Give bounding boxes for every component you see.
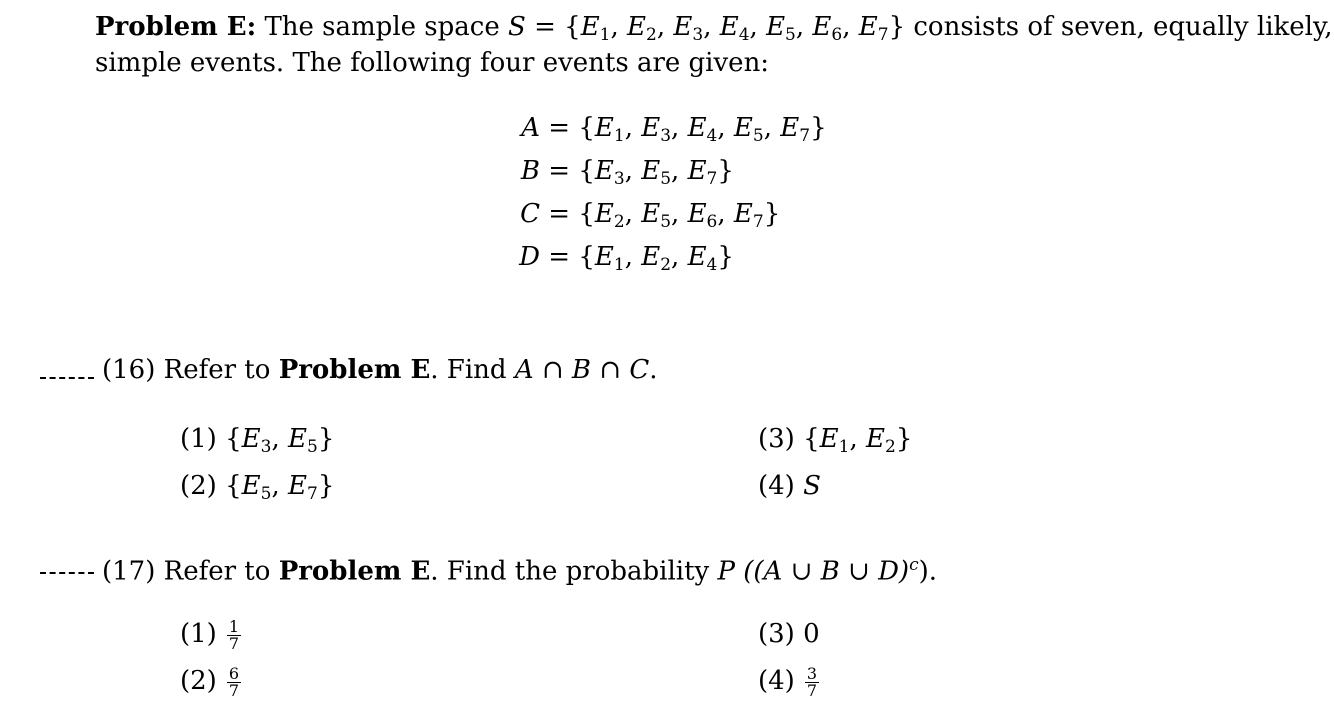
choice-number: (2)	[180, 471, 217, 501]
choice-number: (3)	[758, 424, 795, 454]
set-element: $E_3$	[241, 424, 272, 457]
event-b-definition: $B = \{E_3$, $E_5$, $E_7$}	[482, 154, 734, 188]
q17-choice-1[interactable]	[180, 617, 241, 652]
question-17-expression-end: ).	[918, 556, 938, 587]
event-b-name: B	[520, 156, 540, 186]
set-element: $E_5$	[641, 156, 672, 189]
choice-number: (4)	[758, 666, 795, 696]
set-element: $E_5$	[766, 12, 796, 45]
set-element: $E_7$	[733, 199, 764, 232]
problem-statement-line2: simple events. The following four events are given:	[95, 48, 770, 78]
question-17-expression: P ((A ∪ B ∪ D)	[717, 556, 910, 587]
choice-number: (1)	[180, 424, 217, 454]
sample-space-set: {$E_1$, $E_2$, $E_3$, $E_4$, $E_5$, $E_6$, $E_7$}	[564, 12, 906, 45]
choice-number: (4)	[758, 471, 795, 501]
fraction-numerator: 3	[806, 663, 818, 683]
choice-fraction	[805, 663, 819, 700]
event-a-definition: $A = \{E_1$, $E_3$, $E_4$, $E_5$, $E_7$}	[482, 111, 827, 145]
question-16-expression: A ∩ B ∩ C	[514, 355, 650, 385]
set-element: $E_7$	[687, 156, 718, 189]
fraction-denominator: 7	[228, 633, 240, 653]
set-element: $E_2$	[866, 424, 896, 457]
fraction-numerator: 6	[228, 663, 240, 683]
question-17-problem-ref: Problem E	[278, 556, 431, 587]
set-element: $E_4$	[687, 113, 718, 146]
set-element: $E_5$	[733, 113, 764, 146]
set-element: $E_4$	[687, 242, 718, 275]
question-16-number: (16)	[102, 355, 156, 385]
event-c-name: C	[520, 199, 540, 229]
event-d-set: {$E_1$, $E_2$, $E_4$}	[578, 242, 734, 275]
fraction-numerator: 1	[228, 616, 240, 636]
set-element: $E_2$	[627, 12, 657, 45]
choice-value: {$E_3$, $E_5$}	[225, 424, 335, 457]
set-element: $E_7$	[858, 12, 889, 45]
set-element: $E_7$	[288, 471, 318, 504]
set-element: $E_5$	[288, 424, 318, 457]
q16-choice-3[interactable]	[758, 422, 912, 456]
problem-statement-line1: Problem E: The sample space $S = \{E_1$, $E_2$, $E_3$, $E_4$, $E_5$, $E_6$, $E_7$} consists of seven, equally likely,	[95, 12, 1333, 45]
choice-fraction	[227, 663, 241, 700]
problem-intro-end: consists of seven, equally likely,	[913, 12, 1333, 42]
choice-fraction	[227, 616, 241, 653]
set-element: $E_5$	[641, 199, 672, 232]
question-16: (16) Refer to Problem E. Find A ∩ B ∩ C.	[102, 355, 658, 385]
question-17-number: (17)	[102, 556, 156, 587]
answer-blank-17[interactable]	[40, 572, 94, 574]
q16-choice-2[interactable]	[180, 469, 334, 503]
q16-choice-4[interactable]	[758, 469, 821, 503]
set-element: $E_1$	[594, 242, 625, 275]
set-element: $E_1$	[594, 113, 625, 146]
question-16-refer: Refer to	[163, 355, 271, 385]
sample-space-name: S	[508, 12, 526, 42]
choice-number: (3)	[758, 619, 795, 649]
event-c-set: {$E_2$, $E_5$, $E_6$, $E_7$}	[578, 199, 781, 232]
q17-choice-3[interactable]	[758, 617, 820, 651]
set-element: $E_1$	[819, 424, 850, 457]
set-element: $E_2$	[594, 199, 625, 232]
set-element: $E_3$	[641, 113, 672, 146]
question-17-superscript: c	[909, 555, 919, 575]
set-element: $E_3$	[673, 12, 704, 45]
question-16-problem-ref: Problem E	[278, 355, 431, 385]
q16-choice-1[interactable]	[180, 422, 334, 456]
question-16-prompt: Find	[446, 355, 507, 385]
problem-label: Problem E:	[95, 12, 257, 42]
event-a-name: A	[521, 113, 540, 143]
fraction-denominator: 7	[228, 680, 240, 700]
choice-value: {$E_5$, $E_7$}	[225, 471, 335, 504]
question-17-refer: Refer to	[163, 556, 271, 587]
set-element: $E_6$	[687, 199, 718, 232]
fraction-denominator: 7	[806, 680, 818, 700]
set-element: $E_7$	[780, 113, 811, 146]
event-d-name: D	[519, 242, 540, 272]
set-element: $E_1$	[580, 12, 611, 45]
q17-choice-4[interactable]	[758, 664, 819, 699]
event-c-definition: $C = \{E_2$, $E_5$, $E_6$, $E_7$}	[482, 197, 780, 231]
event-a-set: {$E_1$, $E_3$, $E_4$, $E_5$, $E_7$}	[578, 113, 827, 146]
answer-blank-16[interactable]	[40, 377, 94, 379]
choice-value: 0	[803, 619, 820, 649]
set-element: $E_5$	[241, 471, 272, 504]
problem-intro: The sample space	[264, 12, 500, 42]
set-element: $E_6$	[812, 12, 843, 45]
question-17: (17) Refer to Problem E. Find the probability P ((A ∪ B ∪ D)$^c$).	[102, 555, 938, 587]
choice-value: S	[803, 471, 821, 501]
choice-number: (2)	[180, 666, 217, 696]
set-element: $E_2$	[641, 242, 672, 275]
set-element: $E_3$	[594, 156, 625, 189]
event-d-definition: $D = \{E_1$, $E_2$, $E_4$}	[482, 240, 734, 274]
q17-choice-2[interactable]	[180, 664, 241, 699]
choice-number: (1)	[180, 619, 217, 649]
event-b-set: {$E_3$, $E_5$, $E_7$}	[578, 156, 734, 189]
choice-value: {$E_1$, $E_2$}	[803, 424, 913, 457]
set-element: $E_4$	[719, 12, 750, 45]
question-17-prompt: Find the probability	[446, 556, 710, 587]
